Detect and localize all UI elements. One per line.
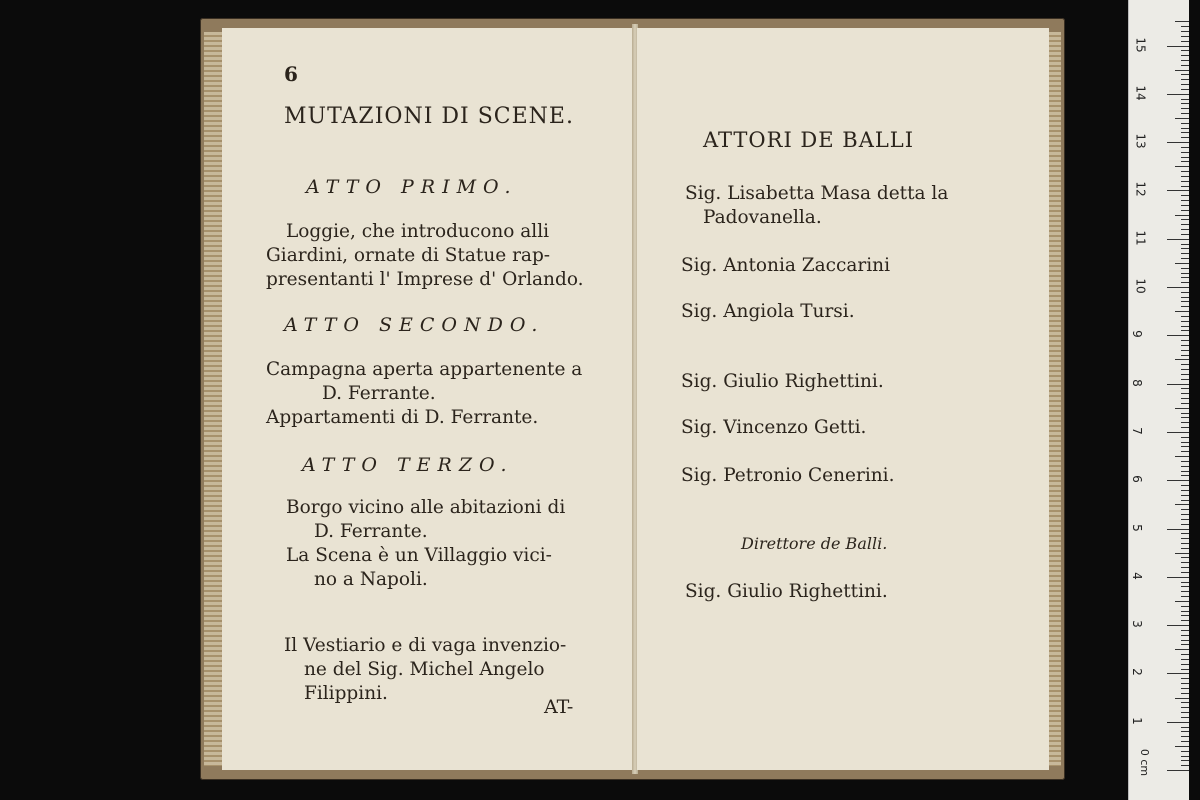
ruler-tick [1181,137,1189,138]
ruler-tick [1181,268,1189,269]
ruler-tick [1181,345,1189,346]
ruler-tick [1181,41,1189,42]
ruler-number: 12 [1133,181,1148,198]
ruler-tick [1181,461,1189,462]
ruler-tick [1181,731,1189,732]
ruler-tick [1181,393,1189,394]
ruler-tick [1181,234,1189,235]
ruler-tick [1181,128,1189,129]
dancer-line: Sig. Petronio Cenerini. [681,465,895,486]
ruler-tick [1181,543,1189,544]
ruler-tick [1181,379,1189,380]
ruler-tick [1167,384,1189,385]
ruler-tick [1181,640,1189,641]
ruler-tick [1181,113,1189,114]
ruler-tick [1181,181,1189,182]
ruler-number: 10 [1133,278,1148,294]
ruler-tick [1181,630,1189,631]
ruler-tick [1181,147,1189,148]
page-edges-left [204,32,222,766]
ruler-tick [1181,282,1189,283]
ruler-tick [1181,219,1189,220]
ruler-tick [1181,398,1189,399]
ruler-tick [1181,678,1189,679]
ruler-tick [1167,529,1189,530]
ruler-tick [1181,654,1189,655]
ruler-tick [1181,446,1189,447]
ruler-tick [1181,132,1189,133]
ruler-tick [1181,572,1189,573]
ruler-tick [1181,248,1189,249]
ruler-tick [1181,244,1189,245]
ruler-tick [1181,437,1189,438]
ruler-number: 11 [1133,230,1148,246]
ruler-tick [1181,74,1189,75]
ruler-tick [1167,142,1189,143]
text-line: Il Vestiario e di vaga invenzio- [284,635,567,656]
ruler-tick [1181,688,1189,689]
ruler-tick [1181,108,1189,109]
ruler-tick [1181,756,1189,757]
ruler-tick [1175,311,1189,312]
ruler-tick [1181,567,1189,568]
ruler-tick [1181,277,1189,278]
ruler-number: 9 [1129,330,1144,339]
ruler-number: 3 [1129,620,1144,628]
ruler-tick [1181,741,1189,742]
ruler-tick [1181,582,1189,583]
page-title-right: ATTORI DE BALLI [703,128,915,152]
act-heading-1: ATTO PRIMO. [306,176,518,198]
ruler-tick [1181,36,1189,37]
ruler-tick [1181,152,1189,153]
ruler-tick [1181,500,1189,501]
ruler-tick [1181,200,1189,201]
ruler-tick [1175,456,1189,457]
ruler-tick [1181,466,1189,467]
ruler-tick [1181,388,1189,389]
text-line: Loggie, che introducono alli [286,221,550,242]
left-page [222,28,635,770]
text-line: Campagna aperta appartenente a [266,359,583,380]
ruler-tick [1181,89,1189,90]
page-title-left: MUTAZIONI DI SCENE. [284,104,574,129]
ruler-tick [1175,601,1189,602]
ruler-tick [1181,210,1189,211]
text-line: no a Napoli. [314,569,428,590]
ruler-tick [1181,403,1189,404]
ruler-tick [1181,635,1189,636]
ruler-tick [1167,625,1189,626]
ruler-tick [1181,99,1189,100]
ruler-tick [1181,321,1189,322]
dancer-line: Sig. Antonia Zaccarini [681,255,891,276]
ruler-tick [1175,70,1189,71]
ruler-tick [1181,316,1189,317]
ruler-tick [1175,215,1189,216]
ruler-tick [1181,417,1189,418]
ruler-tick [1181,292,1189,293]
ruler-unit-label: 0 cm [1138,748,1152,777]
ruler-tick [1181,413,1189,414]
ruler-tick [1181,707,1189,708]
ruler-tick [1181,591,1189,592]
ruler-tick [1181,350,1189,351]
ruler-number: 2 [1129,668,1144,677]
ruler-tick [1181,659,1189,660]
ruler-tick [1181,760,1189,761]
ruler-tick [1181,224,1189,225]
ruler-tick [1167,770,1189,771]
ruler-number: 6 [1129,475,1144,484]
text-line: D. Ferrante. [314,521,428,542]
ruler-tick [1181,301,1189,302]
ruler-tick [1175,21,1189,22]
measuring-ruler [1128,0,1189,800]
ruler-tick [1181,693,1189,694]
ruler-tick [1181,306,1189,307]
ruler-tick [1175,408,1189,409]
text-line: ne del Sig. Michel Angelo [304,659,545,680]
ruler-tick [1181,519,1189,520]
text-line: Appartamenti di D. Ferrante. [266,407,539,428]
ruler-tick [1181,297,1189,298]
act-heading-3: ATTO TERZO. [302,454,514,476]
ruler-tick [1181,727,1189,728]
ruler-tick [1181,157,1189,158]
text-line: La Scena è un Villaggio vici- [286,545,552,566]
ruler-tick [1181,683,1189,684]
ruler-tick [1181,326,1189,327]
ruler-tick [1181,702,1189,703]
ruler-tick [1181,669,1189,670]
ruler-tick [1167,432,1189,433]
ruler-number: 8 [1129,378,1144,387]
ruler-tick [1167,480,1189,481]
ruler-tick [1181,340,1189,341]
ruler-tick [1181,644,1189,645]
ruler-tick [1181,475,1189,476]
ruler-tick [1181,364,1189,365]
ruler-tick [1181,562,1189,563]
ruler-tick [1181,176,1189,177]
ruler-tick [1181,533,1189,534]
ruler-tick [1181,427,1189,428]
director-label: Direttore de Balli. [741,534,888,553]
ruler-tick [1181,751,1189,752]
ruler-tick [1167,722,1189,723]
dancer-line: Sig. Vincenzo Getti. [681,417,867,438]
ruler-tick [1181,557,1189,558]
ruler-tick [1181,103,1189,104]
ruler-tick [1175,263,1189,264]
ruler-tick [1181,258,1189,259]
catchword: AT- [544,696,574,718]
ruler-tick [1181,736,1189,737]
dancer-line: Padovanella. [703,207,822,228]
ruler-tick [1181,123,1189,124]
ruler-tick [1181,195,1189,196]
ruler-number: 15 [1133,36,1148,53]
right-page [637,28,1049,770]
ruler-tick [1181,273,1189,274]
ruler-number: 4 [1129,571,1144,580]
ruler-tick [1181,620,1189,621]
ruler-tick [1175,553,1189,554]
ruler-tick [1175,504,1189,505]
ruler-tick [1181,596,1189,597]
ruler-tick [1175,746,1189,747]
ruler-tick [1181,717,1189,718]
text-line: Borgo vicino alle abitazioni di [286,497,566,518]
ruler-tick [1181,485,1189,486]
ruler-tick [1167,190,1189,191]
page-number: 6 [284,62,298,86]
ruler-tick [1181,26,1189,27]
ruler-tick [1181,514,1189,515]
ruler-tick [1181,65,1189,66]
ruler-tick [1181,369,1189,370]
ruler-tick [1181,31,1189,32]
dancer-line: Sig. Giulio Righettini. [681,371,884,392]
ruler-number: 7 [1129,427,1144,435]
ruler-tick [1181,490,1189,491]
ruler-tick [1175,698,1189,699]
ruler-tick [1181,186,1189,187]
ruler-tick [1181,84,1189,85]
ruler-tick [1181,161,1189,162]
text-line: D. Ferrante. [322,383,436,404]
ruler-tick [1167,94,1189,95]
ruler-tick [1175,118,1189,119]
ruler-tick [1181,253,1189,254]
ruler-tick [1181,60,1189,61]
ruler-number: 5 [1129,523,1144,532]
dancer-line: Sig. Lisabetta Masa detta la [685,183,949,204]
ruler-tick [1181,664,1189,665]
ruler-tick [1181,422,1189,423]
ruler-number: 1 [1129,716,1144,725]
ruler-tick [1181,374,1189,375]
ruler-tick [1167,673,1189,674]
ruler-tick [1175,166,1189,167]
ruler-tick [1181,171,1189,172]
ruler-tick [1175,359,1189,360]
text-line: Filippini. [304,683,388,704]
ruler-tick [1181,495,1189,496]
ruler-tick [1167,335,1189,336]
ruler-tick [1181,205,1189,206]
ruler-tick [1181,538,1189,539]
open-book [200,18,1065,780]
ruler-tick [1181,471,1189,472]
dancer-line: Sig. Angiola Tursi. [681,301,855,322]
text-line: presentanti l' Imprese d' Orlando. [266,269,584,290]
ruler-number: 14 [1133,85,1148,101]
ruler-tick [1181,765,1189,766]
ruler-tick [1181,615,1189,616]
ruler-tick [1175,649,1189,650]
ruler-tick [1181,606,1189,607]
ruler-tick [1181,355,1189,356]
ruler-tick [1167,287,1189,288]
ruler-tick [1181,229,1189,230]
ruler-tick [1181,330,1189,331]
ruler-tick [1167,46,1189,47]
text-line: Giardini, ornate di Statue rap- [266,245,551,266]
director-name: Sig. Giulio Righettini. [685,581,888,602]
page-edges-right [1049,32,1061,766]
ruler-tick [1181,586,1189,587]
ruler-number: 13 [1133,133,1148,149]
ruler-tick [1167,239,1189,240]
act-heading-2: ATTO SECONDO. [284,314,545,336]
ruler-tick [1181,55,1189,56]
ruler-tick [1181,524,1189,525]
ruler-tick [1181,451,1189,452]
ruler-tick [1181,50,1189,51]
ruler-tick [1181,442,1189,443]
ruler-tick [1181,611,1189,612]
ruler-tick [1167,577,1189,578]
ruler-tick [1181,79,1189,80]
ruler-tick [1181,509,1189,510]
ruler-tick [1181,548,1189,549]
ruler-tick [1181,712,1189,713]
